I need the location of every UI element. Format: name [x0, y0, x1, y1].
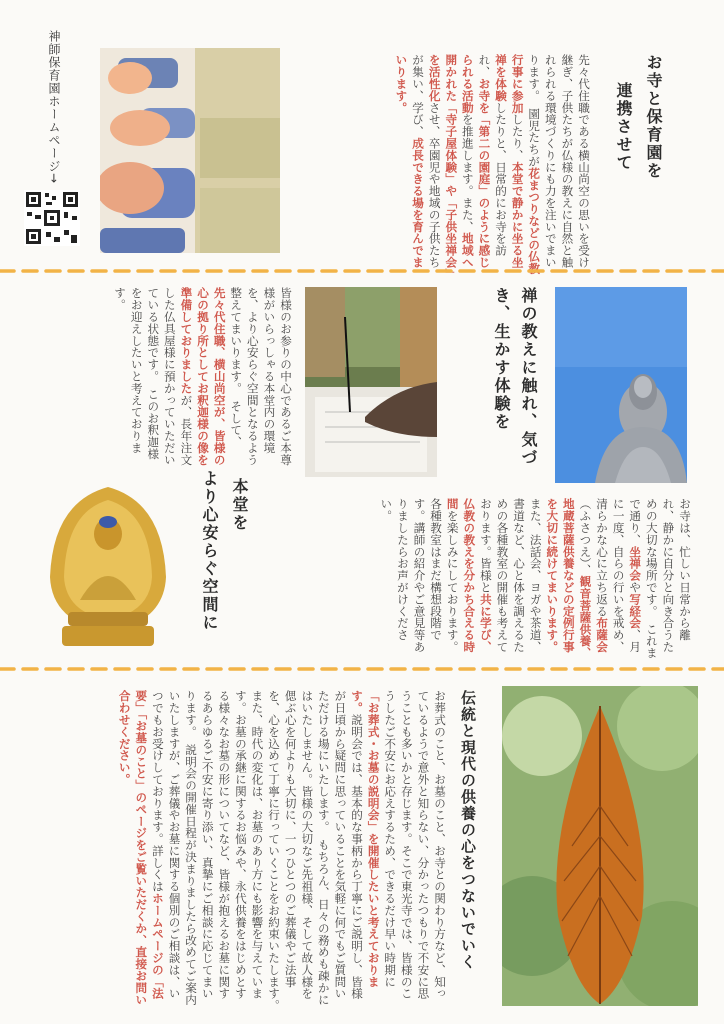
- highlighted-text: 地域へ開かれた「寺子屋体験」や「子供坐禅会」を活性化: [427, 54, 475, 275]
- section3-title-line1: 本堂を: [230, 478, 249, 532]
- calligraphy-photo: [305, 287, 437, 477]
- body-text: を楽しみにしております。各種教室はまだ構想段階です。講師の紹介やご意見等ありましたらお声がけください。: [379, 498, 460, 653]
- body-text: 園児たちが: [527, 95, 542, 168]
- section3-body: [32, 287, 294, 467]
- highlighted-text: 共に学び、仏教の教えを分かち合える時間: [445, 498, 493, 653]
- section3-title-line2: より心安らぐ空間に: [200, 470, 219, 632]
- section4-title: 伝統と現代の供養の心をつないでいく: [459, 690, 477, 971]
- section1-body: [292, 54, 592, 276]
- highlighted-text: ホームページの「法要」「お墓のこと」のページをご覧いただくか、直接お問い合わせください。: [117, 690, 165, 1006]
- body-text: したり、: [510, 113, 525, 162]
- body-text: したりと、日常的にお寺を訪れ、: [477, 54, 509, 257]
- highlighted-text: 「お葬式・お墓の説明会」を開催したいと考えております。: [350, 690, 381, 988]
- body-text: が、長年注文した仏具屋様に預かっていただいている状態です。 このお釈迦様をお迎えしたいと考えております。: [113, 287, 194, 466]
- body-text: を推進します。また、: [460, 113, 475, 233]
- qr-code-icon: [24, 190, 80, 246]
- body-text: お寺は、忙しい日常から離れ、静かに自分と向き合うための大切な場所です。 これまで通り、: [628, 498, 692, 659]
- wavy-divider: [0, 268, 724, 274]
- qr-code[interactable]: [24, 190, 80, 246]
- section1-title: [608, 54, 668, 180]
- section4-body: [30, 690, 448, 1018]
- section3-title: [194, 470, 254, 632]
- body-text: や: [628, 581, 643, 594]
- highlighted-text: お寺を「第二の園庭」のように感じられる活動: [460, 54, 492, 269]
- body-text: 、月に一度、自らの行いを戒め、清らかな心に立ち返る: [595, 498, 643, 653]
- children-zazen-photo: [100, 48, 280, 253]
- section1-title-line1: お寺と保育園を: [644, 54, 663, 180]
- nursery-homepage-caption: 神師保育園ホームページ→: [47, 30, 61, 185]
- body-text: （ふさつえ）、: [578, 498, 593, 576]
- highlighted-text: 観音菩薩供養、地蔵菩薩供養などの定例行事を大切に続けてまいります。: [545, 498, 593, 659]
- highlighted-text: 写経会: [628, 593, 643, 629]
- golden-buddha-photo: [38, 482, 178, 650]
- highlighted-text: 先々代住職、横山尚空が、皆様の心の拠り所としてお釈迦様の像を準備しておりました: [179, 287, 227, 466]
- body-text: 先々代住職である横山尚空の思いを受け継ぎ、子供たちが仏様の教えに自然と触れられる環境づくりにも力を注いでまいります。: [527, 54, 591, 269]
- wavy-divider: [0, 666, 724, 672]
- highlighted-text: 布薩会: [595, 617, 610, 653]
- section2-title: 禅の教えに触れ、気づき、生かす体験を: [492, 287, 538, 467]
- body-text: 説明会では、基本的な事柄から丁寧にご説明し、皆様が日頃から疑問に思っていることを気軽に何でもご質問いただける場にいたします。 もちろん、日々の務めも疎かにはいたしません。皆様の大切なご先祖様、そして故人様を偲ぶ心を何よりも大切に、一つひとつのご葬儀やご法事を、心を込めて丁寧に行っていくことをお約束いたします。 また、時代の変化は、お墓のあり方にも影響を与えています。お墓の承継に関するお悩みや、永代供養をはじめとする様々なお墓の形についてなど、皆様が抱えるお墓に関するあらゆるご不安に寄り添い、真摯にご相談に応じてまいります。 説明会の開催日程が決まりましたら改めてご案内いたしますが、ご葬儀やお墓に関する個別のご相談は、いつでもお受けしております。詳しくは: [150, 690, 365, 1018]
- body-text: 皆様のお参りの中心であるご本尊様がいらっしゃる本堂内の環境を、より心安らぐ空間となるよう整えてまいります。 そして、: [229, 287, 293, 466]
- section1-title-line2: 連携させて: [614, 82, 633, 172]
- body-text: お葬式のこと、お墓のこと、お寺との関わり方など、知っているようで意外と知らない、分かったつもりで不安に思うことも多いかと存じます。そこで東光寺では、皆様のこうしたご不安にお応えするため、できるだけ早い時期に: [383, 690, 447, 1000]
- highlighted-text: 坐禅会: [628, 545, 643, 582]
- body-text: また、法話会、ヨガや茶道、書道など、心と体を調えるための各種教室の開催も考えております。皆様と: [478, 498, 560, 659]
- highlighted-text: 成長できる場を育んでまいります。: [394, 54, 426, 269]
- section2-body: [305, 498, 693, 660]
- buddha-statue-sky-photo: [555, 287, 687, 483]
- highlighted-text: 花まつりなどの仏教行事に参加: [510, 54, 542, 275]
- highlighted-text: 本堂で静かに坐る坐禅を体験: [494, 54, 525, 269]
- autumn-leaf-photo: [502, 686, 698, 1006]
- body-text: させ、卒園児や地域の子供たちが集い、学び、: [411, 54, 442, 269]
